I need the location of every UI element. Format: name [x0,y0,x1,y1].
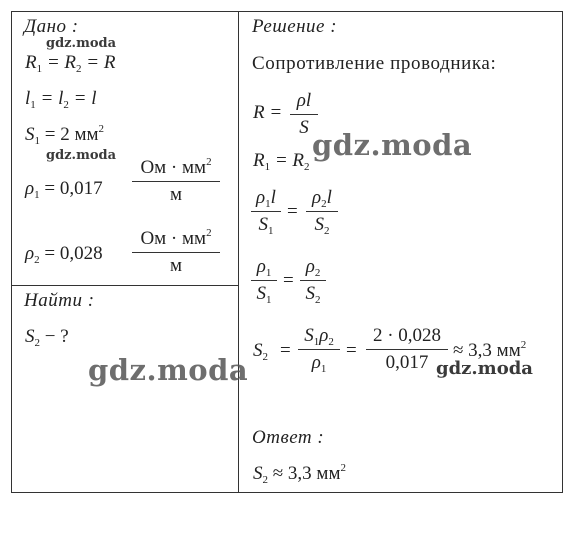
f4-num-l-sub: 1 [265,267,272,279]
f1-lhs: R = [253,102,283,123]
formula-3-left [251,187,281,236]
eq-s-left: S [25,124,35,145]
find-sub: 2 [34,337,40,349]
answer-expr [253,463,346,485]
eq-l-sub2: 2 [63,99,69,111]
eq-r-sub1: 1 [36,63,43,75]
rho1-fraction-bar [132,181,220,182]
answer-header [252,427,324,449]
watermark-2: gdz.moda [46,148,117,163]
given-rho2 [25,243,103,265]
answer-sup: 2 [340,462,346,474]
rho2-unit-sup: 2 [206,227,212,239]
column-divider [238,11,239,493]
f4-bar-r [300,280,326,281]
answer-sub: 2 [262,474,268,486]
rho2-sub: 2 [34,254,40,266]
f4-num-r: ρ [305,256,315,277]
f5-lhs-sub: 2 [262,351,268,363]
answer-header-text: Ответ [252,427,313,448]
rho1-unit-num: Ом · мм [140,157,207,178]
f4-den-l-sub: 1 [266,294,272,306]
f2-sub1: 1 [264,161,271,173]
rho1-sub: 1 [34,189,40,201]
find-header [24,290,95,312]
rho1-symbol: ρ [25,178,35,199]
f3-den-r: S [314,214,324,235]
f4-den-r-sub: 2 [315,294,321,306]
f1-bar [290,114,318,115]
formula-4-eq: = [283,270,294,291]
f5-den1-sub: 1 [320,363,327,375]
answer-right: ≈ 3,3 мм [268,463,341,484]
find-expr [25,326,69,348]
rho2-value: = 0,028 [39,243,103,264]
f4-bar-l [251,280,277,281]
answer-header-colon: : [317,427,325,448]
formula-5-eq1: = [280,340,291,361]
f5-den1: ρ [311,352,321,373]
given-header [24,16,79,38]
given-find-divider [11,285,239,286]
solution-intro: Сопротивление проводника: [252,53,497,74]
given-eq-l [25,88,97,110]
find-right: − ? [40,326,69,347]
given-eq-r [25,52,115,74]
f3-bar-r [306,211,338,212]
f5-num1-rho: ρ [319,325,329,346]
f5-den2: 0,017 [385,352,429,373]
f4-num-r-sub: 2 [314,267,321,279]
answer-s: S [253,463,263,484]
formula-5-eq2: = [346,340,357,361]
f5-num1-s-sub: 1 [313,336,320,348]
f5-bar1 [298,349,340,350]
rho2-unit-num: Ом · мм [140,228,207,249]
formula-r-lhs [253,102,282,124]
solution-header [252,16,337,38]
find-header-text: Найти [24,290,83,311]
formula-5-lhs [253,340,268,362]
f3-num-l-tail: l [270,187,276,208]
eq-l-left: l [25,88,31,109]
solution-header-colon: : [330,16,338,37]
rho2-unit-fraction [132,228,220,277]
f3-bar-l [251,211,281,212]
eq-r-left: R [25,52,37,73]
f5-num2: 2 · 0,028 [372,325,442,346]
watermark-5: gdz.moda [436,358,533,379]
f3-num-r-sub: 2 [321,198,327,210]
formula-5-frac1 [298,325,340,374]
eq-r-sub2: 2 [76,63,82,75]
rho1-value: = 0,017 [39,178,103,199]
eq-s-right: = 2 мм [40,124,99,145]
rho2-unit-den: м [169,255,183,276]
solution-header-text: Решение [252,16,325,37]
f5-bar2 [366,349,448,350]
formula-3-right [306,187,338,236]
given-eq-s [25,124,104,146]
eq-s-sup: 2 [98,123,105,135]
eq-r-mid: = R [42,52,77,73]
given-header-text: Дано [24,16,67,37]
watermark-3: gdz.moda [312,128,473,162]
rho2-symbol: ρ [25,243,35,264]
formula-3-eq: = [287,201,298,222]
f3-num-l: ρ [256,187,266,208]
find-s: S [25,326,35,347]
formula-4-left [251,256,277,305]
formula-4-right [300,256,326,305]
f5-lhs: S [253,340,263,361]
f1-num: ρl [296,90,312,111]
eq-l-sub1: 1 [30,99,36,111]
f3-num-l-sub: 1 [265,198,271,210]
f2-left: R [253,150,265,171]
f1-den: S [299,117,309,138]
f2-mid: = R [270,150,305,171]
f3-den-r-sub: 2 [324,225,330,237]
watermark-1: gdz.moda [46,36,117,51]
f5-approx-sup: 2 [520,339,527,351]
formula-r1-r2 [253,150,310,172]
rho2-fraction-bar [132,252,220,253]
f3-num-r: ρ [312,187,322,208]
f2-sub2: 2 [304,161,310,173]
f4-den-r: S [305,283,315,304]
f3-num-r-tail: l [326,187,332,208]
find-header-colon: : [87,290,95,311]
rho1-unit-sup: 2 [206,156,212,168]
f3-den-l-sub: 1 [268,225,274,237]
f5-num1-rho-sub: 2 [328,336,334,348]
watermark-4: gdz.moda [88,353,249,387]
eq-l-right: = l [68,88,97,109]
eq-l-mid: = l [35,88,64,109]
rho1-unit-fraction [132,157,220,206]
rho1-unit-den: м [169,184,183,205]
f5-num1-s: S [304,325,314,346]
f3-den-l: S [258,214,268,235]
given-rho1 [25,178,103,200]
f5-approx: ≈ 3,3 мм [453,340,521,361]
eq-s-sub1: 1 [34,135,40,147]
f4-num-l: ρ [256,256,266,277]
given-header-colon: : [71,16,79,37]
eq-r-right: = R [81,52,116,73]
f4-den-l: S [256,283,266,304]
